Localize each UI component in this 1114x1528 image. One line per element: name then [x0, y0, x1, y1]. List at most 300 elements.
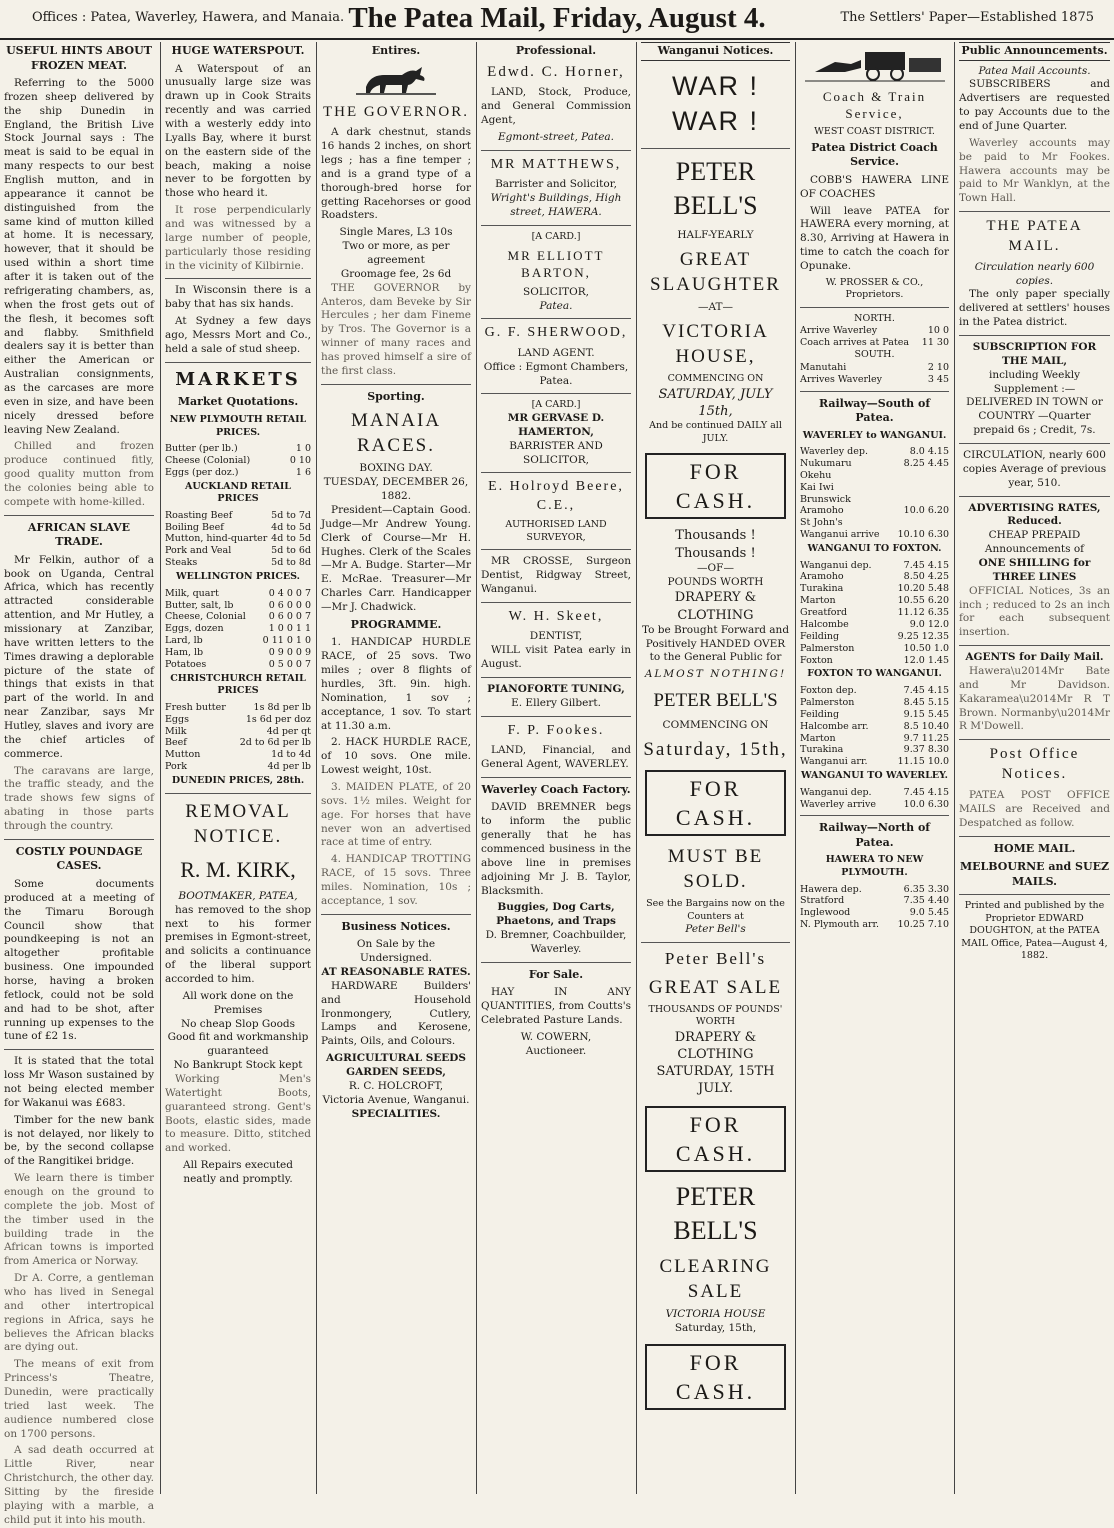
- advert-line: SATURDAY, 15TH JULY.: [656, 1064, 775, 1097]
- advert-text: COBB'S HAWERA LINE OF COACHES: [800, 173, 949, 200]
- price-row: Steaks 5d to 8d: [165, 557, 311, 569]
- departure-times: 8.45 5.15: [903, 696, 949, 708]
- price-row: Pork 4d per lb: [165, 761, 311, 773]
- divider: [481, 716, 631, 717]
- advert-line: SATURDAY, JULY 15th,: [658, 386, 773, 420]
- advert-text: To be Brought Forward and Positively HANDED OVER to the General Public for: [641, 623, 790, 664]
- agents-heading: AGENTS for Daily Mail.: [965, 651, 1104, 664]
- timetable-row: [800, 446, 949, 458]
- advertiser-trade: AUTHORISED LAND SURVEYOR,: [505, 519, 607, 543]
- divider: [641, 148, 790, 149]
- timetable-row: [800, 571, 949, 583]
- horse-name: THE GOVERNOR.: [323, 103, 469, 120]
- article-text-filler: The caravans are large, the traffic steady, and the trade shows few signs of abating in those parts through the country.: [4, 764, 154, 833]
- station-name: Marton: [800, 732, 836, 744]
- race-entry: 2. HACK HURDLE RACE, of 10 sovs. One mile. Lowest weight, 10st.: [321, 736, 471, 777]
- advertiser-name: MR ELLIOTT BARTON,: [507, 248, 605, 281]
- article-text: Timber for the new bank is not delayed, nor likely to be, by the second collapse of the Rangitikei bridge.: [4, 1113, 154, 1168]
- route-title: WAVERLEY to WANGANUI.: [802, 429, 947, 441]
- advertiser-name: Edwd. C. Horner,: [487, 63, 625, 80]
- notice-text-filler: OFFICIAL Notices, 3s an inch ; reduced to 2s an inch for each subsequent insertion.: [959, 584, 1110, 639]
- column-7: [959, 42, 1110, 1494]
- station-name: Wanganui dep.: [800, 559, 872, 571]
- advertiser-name: G. F. SHERWOOD,: [484, 325, 628, 341]
- timetable-row: Manutahi 2 10: [800, 361, 949, 373]
- advertiser-trade: BARRISTER AND SOLICITOR,: [509, 439, 603, 466]
- timetable-row: [800, 458, 949, 470]
- departure-times: 10.0 6.20: [903, 505, 949, 517]
- advert-text: HARDWARE Builders' and Household Ironmongery, Cutlery, Lamps and Kerosene, Paints, Oils, and Colours.: [321, 979, 471, 1048]
- departure-times: 10.50 1.0: [903, 642, 949, 654]
- timetable-row: Wanganui dep. 7.45 4.15: [800, 786, 949, 798]
- timetable-row: [800, 482, 949, 494]
- advert-line: COMMENCING ON: [662, 719, 769, 732]
- advert-line: Peter Bell's: [685, 923, 746, 936]
- divider: [800, 307, 949, 308]
- advert-line: —OF—: [697, 561, 734, 574]
- headline: AFRICAN SLAVE TRADE.: [27, 520, 131, 549]
- advert-text: WILL visit Patea early in August.: [481, 644, 631, 671]
- article-text-filler: It rose perpendicularly and was witnessed by a large number of people, particularly those residing in the vicinity of Kilbirnie.: [165, 204, 311, 272]
- advert-line: And be continued DAILY all JULY.: [649, 420, 782, 444]
- divider: [481, 677, 631, 678]
- section-heading: Railway—North of Patea.: [818, 821, 931, 849]
- timetable: [800, 446, 949, 541]
- departure-times: 8.5 10.40: [903, 720, 949, 732]
- advert-line: All work done on the Premises: [182, 989, 294, 1016]
- advertiser-name: F. P. Fookes.: [507, 722, 605, 738]
- advertiser-trade: DENTIST,: [529, 630, 583, 643]
- station-name: St John's: [800, 517, 843, 529]
- divider: [165, 278, 311, 279]
- advert-line: No Bankrupt Stock kept: [173, 1059, 303, 1072]
- advert-heading: For Sale.: [528, 967, 584, 981]
- divider: [959, 443, 1110, 444]
- article-text: In Wisconsin there is a baby that has six hands.: [165, 284, 311, 311]
- subheading: Patea Mail Accounts.: [978, 64, 1091, 77]
- departure-times: 10.10 6.30: [897, 529, 949, 541]
- divider: [481, 472, 631, 473]
- advert-line: SPECIALITIES.: [351, 1107, 441, 1120]
- station-name: Halcombe arr.: [800, 720, 869, 732]
- divider: [481, 602, 631, 603]
- timetable-row: [800, 655, 949, 667]
- section-heading: Wanganui Notices.: [641, 42, 790, 61]
- programme-heading: PROGRAMME.: [350, 617, 442, 631]
- divider: [959, 645, 1110, 646]
- column-3: [321, 42, 471, 1494]
- column-rule: [636, 42, 637, 1494]
- column-5: [641, 42, 790, 1494]
- notice-text: The only paper specially delivered at settlers' houses in the Patea district.: [959, 288, 1110, 329]
- divider: [800, 391, 949, 392]
- departure-times: 12.0 1.45: [903, 654, 949, 666]
- advertiser-name: MR GERVASE D. HAMERTON,: [507, 411, 605, 438]
- advert-text: MR CROSSE, Surgeon Dentist, Ridgway Street, Wanganui.: [481, 555, 631, 596]
- divider: [481, 150, 631, 151]
- advertiser-trade: BOOTMAKER, PATEA,: [178, 889, 298, 902]
- departure-times: 9.25 12.35: [897, 630, 949, 642]
- advert-line: No cheap Slop Goods: [180, 1017, 296, 1030]
- subscription-heading: SUBSCRIPTION FOR THE MAIL,: [972, 341, 1097, 367]
- race-entry: 1. HANDICAP HURDLE RACE, of 25 sovs. Two miles ; over 8 flights of hurdles, 3ft. 9in. high. Nomination, 1 sov ; acceptance, 1 sov. To start at 11.30 a.m.: [321, 636, 471, 732]
- column-6: [800, 42, 949, 1494]
- officials: President—Captain Good. Judge—Mr Andrew Young. Clerk of Course—Mr H. Hughes. Clerk of the Scales—Mr A. Budge. Starter—Mr E. McRae. Treasurer—Mr Charles Carr. Handicapper—Mr J. Chadwick.: [321, 504, 471, 614]
- advert-line: AT REASONABLE RATES.: [321, 965, 471, 978]
- divider: [481, 777, 631, 778]
- departure-times: 8.50 4.25: [903, 571, 949, 583]
- divider: [481, 318, 631, 319]
- departure-times: 9.37 8.30: [903, 744, 949, 756]
- section-heading: Entires.: [371, 44, 421, 57]
- column-rule: [316, 42, 317, 1494]
- timetable-row: [800, 733, 949, 745]
- divider: [641, 942, 790, 943]
- advert-line: —AT—: [697, 301, 733, 314]
- advertiser-address: Patea.: [539, 299, 573, 312]
- station-name: Greatford: [800, 607, 848, 619]
- station-name: Foxton: [800, 654, 833, 666]
- timetable-row: Coach arrives at Patea 11 30: [800, 337, 949, 349]
- timetable-row: [800, 721, 949, 733]
- timetable-row: Hawera dep. 6.35 3.30: [800, 883, 949, 895]
- divider: [959, 335, 1110, 336]
- section-subheading: WEST COAST DISTRICT.: [814, 126, 935, 138]
- column-rule: [476, 42, 477, 1494]
- station-name: Turakina: [800, 744, 844, 756]
- advertising-heading: ADVERTISING RATES, Reduced.: [968, 501, 1101, 528]
- timetable: [800, 560, 949, 667]
- headline: USEFUL HINTS ABOUT FROZEN MEAT.: [6, 44, 152, 72]
- price-row: Ham, lb 0 9 0 0 9: [165, 647, 311, 658]
- timetable-row: [800, 619, 949, 631]
- event-date: TUESDAY, DECEMBER 26, 1882.: [323, 476, 469, 503]
- station-name: Palmerston: [800, 696, 855, 708]
- advert-text: A dark chestnut, stands 16 hands 2 inches, on short legs ; has a fine temper ; and is a grand type of a thorough-bred horse for getting Racehorses or good Roadsters.: [321, 126, 471, 222]
- for-cash-box: FOR CASH.: [645, 770, 786, 836]
- divider: [4, 839, 154, 840]
- advertiser-trade: LAND AGENT.: [517, 346, 595, 359]
- race-entry-filler: 4. HANDICAP TROTTING RACE, of 15 sovs. Three miles. Nomination, 10s ; acceptance, 1 sov.: [321, 853, 471, 907]
- divider: [165, 793, 311, 794]
- timetable-row: Stratford 7.35 4.40: [800, 895, 949, 907]
- paper-name: THE PATEA MAIL.: [986, 218, 1083, 254]
- advert-text-filler: THE GOVERNOR by Anteros, dam Beveke by Sir Hercules ; her dam Fineme by Tros. The Governor is a winner of many races and has proved himself a sire of the first class.: [321, 281, 471, 377]
- price-row: Mutton 1d to 4d: [165, 749, 311, 761]
- advert-line: MUST BE SOLD.: [667, 846, 764, 893]
- advert-line: GREAT SLAUGHTER: [650, 249, 781, 296]
- station-name: Aramoho: [800, 505, 844, 517]
- card-label: [A CARD.]: [531, 230, 581, 242]
- advert-text: has removed to the shop next to his former premises in Egmont-street, and solicits a continuance of the liberal support accorded to him.: [165, 903, 311, 985]
- station-name: Halcombe: [800, 618, 849, 630]
- departure-times: 9.7 11.25: [903, 732, 949, 744]
- price-row: Boiling Beef 4d to 5d: [165, 521, 311, 533]
- advertiser-trade: Barrister and Solicitor,: [495, 178, 617, 191]
- price-list-title: AUCKLAND RETAIL PRICES: [185, 480, 291, 505]
- price-row: Potatoes 0 5 0 0 7: [165, 658, 311, 670]
- article-text-filler: We learn there is timber enough on the ground to complete the job. Most of the timber used in the building trade in the African towns is imported from America or Norway.: [4, 1172, 154, 1268]
- horse-icon: [356, 63, 436, 97]
- advertiser-address: Victoria Avenue, Wanganui.: [322, 1093, 470, 1106]
- price-row: Butter (per lb.) 1 0: [165, 443, 311, 455]
- timetable-row: [800, 744, 949, 756]
- price-row: Eggs 1s 6d per doz: [165, 713, 311, 725]
- timetable-row: [800, 529, 949, 541]
- section-heading: Business Notices.: [341, 919, 451, 933]
- timetable-row: [800, 505, 949, 517]
- station-name: Waverley dep.: [800, 446, 868, 458]
- headline: HUGE WATERSPOUT.: [171, 44, 305, 57]
- section-heading: Public Announcements.: [959, 42, 1110, 61]
- section-heading: Patea District Coach Service.: [811, 140, 938, 169]
- advert-line: AGRICULTURAL SEEDS: [326, 1052, 466, 1065]
- advert-text: LAND, Stock, Produce, and General Commission Agent,: [481, 86, 631, 127]
- station-name: Kai Iwi: [800, 481, 834, 493]
- price-row: Cheese (Colonial) 0 10: [165, 454, 311, 466]
- article-text: A Waterspout of an unusually large size was drawn up in Cook Straits recently and was carried with a westerly eddy into Lyalls Bay, where it burst on the eastern side of the beach, making a noise never to be forgotten by those who heard it.: [165, 62, 311, 200]
- departure-times: 9.0 12.0: [909, 618, 949, 630]
- price-row: Mutton, hind-quarter 4d to 5d: [165, 533, 311, 545]
- advertiser-trade: Auctioneer.: [525, 1044, 587, 1057]
- divider: [481, 225, 631, 226]
- price-row: Butter, salt, lb 0 6 0 0 0: [165, 599, 311, 611]
- divider: [4, 515, 154, 516]
- advert-line: ALMOST NOTHING!: [644, 668, 787, 681]
- removal-notice-heading: REMOVAL NOTICE.: [185, 800, 291, 847]
- divider: [481, 549, 631, 550]
- war-headline: WAR ! WAR !: [672, 70, 759, 137]
- advertiser-name: W. H. Skeet,: [508, 608, 604, 624]
- coach-and-train-icon: [805, 44, 945, 84]
- for-cash-box: FOR CASH.: [645, 1344, 786, 1410]
- station-name: Wanganui arr.: [800, 756, 868, 768]
- price-row: Eggs, dozen 1 0 0 1 1: [165, 623, 311, 635]
- notice-line: CHEAP PREPAID Announcements of: [984, 529, 1085, 556]
- advert-text: HAY IN ANY QUANTITIES, from Coutts's Celebrated Pasture Lands.: [481, 986, 631, 1027]
- advert-line: GREAT SALE: [648, 976, 783, 998]
- divider: [959, 496, 1110, 497]
- advert-line: Buggies, Dog Carts, Phaetons, and Traps: [496, 901, 616, 928]
- departure-times: 11.12 6.35: [897, 607, 949, 619]
- advertiser-name: W. COWERN,: [520, 1030, 592, 1043]
- timetable-row: Arrive Waverley 10 0: [800, 325, 949, 337]
- article-text: Referring to the 5000 frozen sheep delivered by the ship Dunedin in England, the British Live Stock Journal says : The meat is said to be equal in many respects to our best English mutton, and in appearance it cannot be distinguished from the same kind of mutton killed at home. It is necessary, however, that it should be used within a short time after it is taken out of the refrigerating chambers, as, when the frost gets out of the flesh, it becomes soft and flabby. Smithfield dealers say it is better than either the American or Australian consignments, as the carcases are more even in size, and have been nicely dressed before leaving New Zealand.: [4, 77, 154, 436]
- divider: [800, 815, 949, 816]
- divider: [165, 362, 311, 363]
- advert-line: DRAPERY & CLOTHING: [674, 1029, 757, 1063]
- departure-times: 8.0 4.15: [909, 446, 949, 458]
- advert-line: Peter Bell's: [664, 949, 767, 969]
- advertiser-name: W. PROSSER & CO., Proprietors.: [825, 276, 924, 301]
- divider: [959, 739, 1110, 740]
- advert-text: Will leave PATEA for HAWERA every morning, at 8.30, Arriving at Hawera in time to catch the coach for Opunake.: [800, 204, 949, 273]
- station-name: Nukumaru: [800, 457, 852, 469]
- advert-line: Saturday, 15th,: [674, 1322, 757, 1335]
- article-text: Some documents produced at a meeting of the Timaru Borough Council show that poundkeeping is not an altogether profitable business. One impounded horse, having a broken fetlock, could not be sold and had to be shot, after running up expenses to the tune of £2 1s.: [4, 877, 154, 1043]
- station-name: Marton: [800, 595, 836, 607]
- advertiser-name: E. Holroyd Beere, C.E.,: [488, 479, 624, 513]
- station-name: Feilding: [800, 630, 840, 642]
- station-name: Feilding: [800, 708, 840, 720]
- advert-line: All Repairs executed neatly and promptly.: [183, 1159, 293, 1185]
- event-title: MANAIA RACES.: [350, 410, 442, 457]
- advert-text: LAND, Financial, and General Agent, WAVERLEY.: [481, 744, 631, 771]
- timetable-direction: NORTH.: [854, 312, 895, 324]
- section-heading: MELBOURNE and SUEZ MAILS.: [960, 860, 1109, 888]
- divider: [321, 384, 471, 385]
- column-rule: [954, 42, 955, 1494]
- timetable-row: [800, 709, 949, 721]
- advert-line: Thousands ! Thousands !: [675, 528, 756, 561]
- timetable-row: [800, 756, 949, 768]
- advertiser-name: PETER BELL'S: [653, 690, 778, 712]
- advert-line: On Sale by the Undersigned.: [356, 938, 436, 965]
- advertiser-address: Wright's Buildings, High street, HAWERA.: [490, 192, 622, 218]
- departure-times: 7.45 4.15: [903, 685, 949, 697]
- column-4: [481, 42, 631, 1494]
- section-heading: Railway—South of Patea.: [818, 396, 931, 425]
- for-cash-box: FOR CASH.: [645, 1106, 786, 1172]
- section-heading: Sporting.: [367, 389, 425, 403]
- price-row: Milk, quart 0 4 0 0 7: [165, 587, 311, 599]
- advertiser-name: PETER BELL'S: [673, 156, 758, 221]
- advertiser-name: R. C. HOLCROFT,: [348, 1079, 444, 1092]
- timetable-row: [800, 470, 949, 482]
- advert-heading: Waverley Coach Factory.: [481, 782, 631, 796]
- station-name: Foxton dep.: [800, 685, 857, 697]
- route-title: FOXTON TO WANGANUI.: [807, 668, 942, 680]
- timetable-row: Arrives Waverley 3 45: [800, 373, 949, 385]
- station-name: Aramoho: [800, 571, 844, 583]
- markets-heading: MARKETS: [175, 368, 301, 390]
- timetable-row: [800, 517, 949, 529]
- timetable-row: [800, 494, 949, 506]
- article-text: At Sydney a few days ago, Messrs Mort and Co., held a sale of stud sheep.: [165, 315, 311, 355]
- notice-text: including Weekly Supplement :— DELIVERED IN TOWN or COUNTRY —Quarter prepaid 6s ; Credit, 7s.: [966, 368, 1103, 437]
- departure-times: 8.25 4.45: [903, 457, 949, 469]
- advertiser-address: Office : Egmont Chambers, Patea.: [483, 360, 629, 387]
- tagline: The Settlers' Paper—Established 1875: [840, 10, 1094, 25]
- advertiser-name: MR MATTHEWS,: [490, 156, 622, 172]
- timetable-row: Inglewood 9.0 5.45: [800, 907, 949, 919]
- advert-line: PIANOFORTE TUNING,: [487, 683, 625, 695]
- route-title: WANGANUI TO WAVERLEY.: [800, 770, 948, 782]
- advert-line: Good fit and workmanship guaranteed: [167, 1031, 309, 1058]
- station-name: Palmerston: [800, 642, 855, 654]
- departure-times: 11.15 10.0: [897, 756, 949, 768]
- route-title: HAWERA TO NEW PLYMOUTH.: [825, 854, 924, 878]
- price-row: Beef 2d to 6d per lb: [165, 737, 311, 749]
- fee-line: Groomage fee, 2s 6d: [340, 267, 452, 280]
- station-name: Brunswick: [800, 493, 851, 505]
- advert-line: CLEARING SALE: [659, 1256, 772, 1303]
- article-text-filler: The means of exit from Princess's Theatre, Dunedin, were practically tried last week. The audience numbered close on 1700 persons.: [4, 1358, 154, 1440]
- station-name: Okehu: [800, 469, 832, 481]
- departure-times: 7.45 4.15: [903, 559, 949, 571]
- divider: [481, 393, 631, 394]
- timetable-row: [800, 685, 949, 697]
- timetable-row: [800, 643, 949, 655]
- notice-text-filler: PATEA POST OFFICE MAILS are Received and Despatched as follow.: [959, 788, 1110, 829]
- price-row: Roasting Beef 5d to 7d: [165, 509, 311, 521]
- imprint: Printed and published by the Proprietor EDWARD DOUGHTON, at the PATEA MAIL Office, Patea—August 4, 1882.: [961, 900, 1108, 962]
- column-rule: [795, 42, 796, 1494]
- departure-times: 10.55 6.20: [897, 595, 949, 607]
- column-rule: [160, 42, 161, 1494]
- advert-text: DAVID BREMNER begs to inform the public generally that he has commenced business in the above line in premises adjoining Mr J. B. Taylor, Blacksmith.: [481, 801, 631, 897]
- newspaper-title: The Patea Mail, Friday, August 4.: [348, 2, 766, 34]
- advertiser-name: D. Bremner, Coachbuilder, Waverley.: [485, 929, 627, 956]
- notice-line: ONE SHILLING for THREE LINES: [978, 557, 1091, 583]
- divider: [959, 211, 1110, 212]
- offices-line: Offices : Patea, Waverley, Hawera, and Manaia.: [32, 10, 345, 25]
- divider: [4, 1049, 154, 1050]
- timetable-row: [800, 631, 949, 643]
- price-row: Cheese, Colonial 0 6 0 0 7: [165, 611, 311, 623]
- advert-line: COMMENCING ON: [667, 373, 764, 385]
- price-row: Fresh butter 1s 8d per lb: [165, 701, 311, 713]
- departure-times: 9.15 5.45: [903, 708, 949, 720]
- timetable-row: [800, 560, 949, 572]
- advert-text-filler: Working Men's Watertight Boots, guaranteed strong. Gent's Boots, elastic sides, made to measure. Ditto, stitched and worked.: [165, 1072, 311, 1155]
- price-list-title: DUNEDIN PRICES, 28th.: [171, 775, 305, 787]
- column-1: [4, 42, 154, 1526]
- timetable-row: [800, 583, 949, 595]
- section-heading: HOME MAIL.: [993, 841, 1076, 855]
- headline: COSTLY POUNDAGE CASES.: [15, 844, 143, 873]
- divider: [959, 836, 1110, 837]
- station-name: Turakina: [800, 583, 844, 595]
- section-heading: Professional.: [515, 44, 597, 57]
- event-subtitle: BOXING DAY.: [359, 462, 433, 475]
- fee-line: Single Mares, L3 10s: [339, 226, 453, 239]
- station-name: Wanganui arrive: [800, 529, 880, 541]
- race-entry-filler: 3. MAIDEN PLATE, of 20 sovs. 1½ miles. Weight for age. For horses that have never won an advertised race at time of entry.: [321, 781, 471, 849]
- article-text-filler: Chilled and frozen produce continued fitly, good quality mutton from the colonies being able to compete with home-killed.: [4, 440, 154, 508]
- timetable-direction: SOUTH.: [854, 349, 895, 361]
- advert-line: GARDEN SEEDS,: [346, 1066, 446, 1078]
- advertiser-name: R. M. KIRK,: [180, 856, 296, 882]
- advertiser-trade: SOLICITOR,: [523, 285, 589, 298]
- timetable-row: N. Plymouth arr. 10.25 7.10: [800, 919, 949, 931]
- advert-line: See the Bargains now on the Counters at: [646, 898, 785, 922]
- price-row: Pork and Veal 5d to 6d: [165, 545, 311, 557]
- advertiser-address: Egmont-street, Patea.: [497, 130, 615, 143]
- divider: [959, 894, 1110, 895]
- timetable-row: [800, 595, 949, 607]
- for-cash-box: FOR CASH.: [645, 453, 786, 519]
- timetable: [800, 685, 949, 768]
- advert-line: POUNDS WORTH: [667, 575, 764, 588]
- section-heading: Coach & Train Service,: [822, 89, 927, 122]
- route-title: WANGANUI TO FOXTON.: [807, 543, 942, 555]
- advert-line: VICTORIA HOUSE: [665, 1308, 766, 1321]
- column-2: [165, 42, 311, 1494]
- advertiser-name: PETER BELL'S: [673, 1181, 758, 1245]
- article-text-filler: A sad death occurred at Little River, near Christchurch, the other day. Sitting by the fireside playing with a marble, a child put it into his mouth.: [4, 1444, 154, 1526]
- subheading: Market Quotations.: [177, 395, 299, 409]
- article-text-filler: Dr A. Corre, a gentleman who has lived in Senegal and other intertropical regions in Africa, says he believes the African blacks are dying out.: [4, 1272, 154, 1354]
- circulation-line: Circulation nearly 600 copies.: [974, 260, 1095, 287]
- advertiser-name: E. Ellery Gilbert.: [511, 696, 601, 709]
- advert-line: THOUSANDS OF POUNDS' WORTH: [648, 1003, 783, 1028]
- card-label: [A CARD.]: [531, 399, 581, 411]
- advert-line: HALF-YEARLY: [677, 229, 754, 242]
- masthead: [0, 0, 1114, 40]
- price-list-title: WELLINGTON PRICES.: [176, 571, 300, 583]
- timetable-row: Waverley arrive 10.0 6.30: [800, 798, 949, 810]
